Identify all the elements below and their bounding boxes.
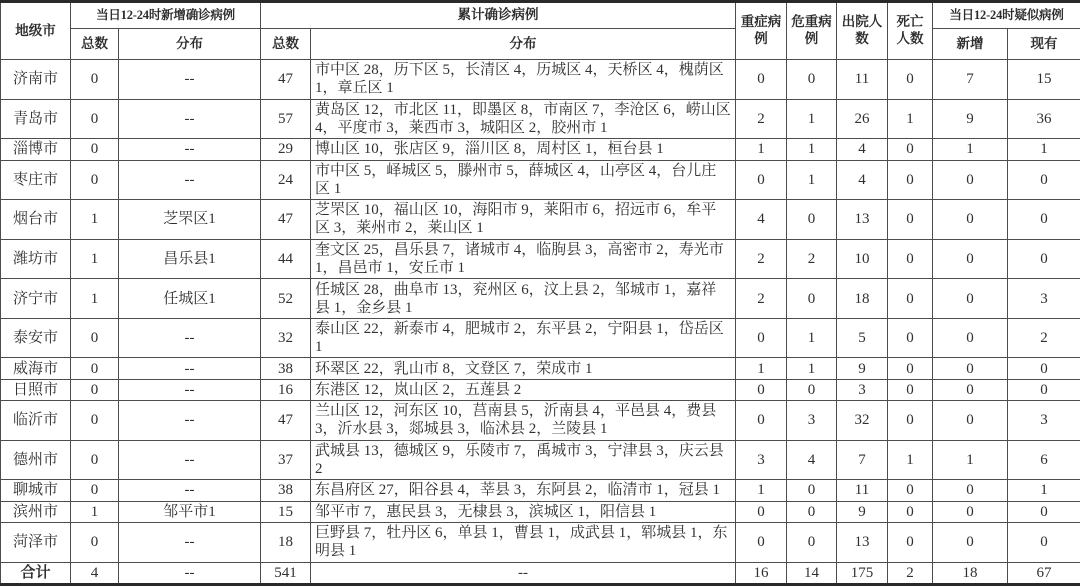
city-name-cell: 威海市 — [1, 358, 71, 379]
suspected-new-cell: 9 — [933, 99, 1008, 139]
cumulative-distribution-cell: 武城县 13，德城区 9，乐陵市 7，禹城市 3，宁津县 3，庆云县 2 — [311, 440, 736, 480]
cumulative-distribution-cell: 任城区 28，曲阜市 13，兖州区 6，汶上县 2，邹城市 1，嘉祥县 1，金乡县 1 — [311, 279, 736, 319]
new-distribution-cell: -- — [119, 99, 261, 139]
new-distribution-cell: -- — [119, 480, 261, 501]
suspected-new-cell: 0 — [933, 200, 1008, 240]
new-distribution-cell: -- — [119, 318, 261, 358]
severe-cases-cell: 0 — [736, 401, 787, 441]
discharged-cell: 13 — [837, 200, 888, 240]
table-row — [1, 501, 1080, 522]
table-row — [1, 318, 1080, 358]
new-total-cell: 0 — [71, 440, 119, 480]
suspected-new-cell: 0 — [933, 401, 1008, 441]
discharged-cell: 4 — [837, 160, 888, 200]
new-total-cell: 0 — [71, 379, 119, 400]
new-distribution-cell: -- — [119, 522, 261, 562]
deaths-cell: 0 — [888, 239, 933, 279]
new-distribution-cell: -- — [119, 358, 261, 379]
table-row — [1, 279, 1080, 319]
cumulative-total-cell: 47 — [261, 200, 311, 240]
deaths-cell: 1 — [888, 99, 933, 139]
suspected-existing-cell: 0 — [1008, 239, 1080, 279]
new-total-cell: 0 — [71, 318, 119, 358]
city-name-cell: 临沂市 — [1, 401, 71, 441]
new-total-cell: 0 — [71, 139, 119, 160]
severe-cases-cell: 0 — [736, 379, 787, 400]
discharged-cell: 9 — [837, 501, 888, 522]
deaths-cell: 0 — [888, 379, 933, 400]
city-name-cell: 滨州市 — [1, 501, 71, 522]
suspected-new-cell: 0 — [933, 318, 1008, 358]
severe-cases-cell: 3 — [736, 440, 787, 480]
city-name-cell: 济宁市 — [1, 279, 71, 319]
header-new-confirmed-group: 当日12-24时新增确诊病例 — [71, 2, 261, 29]
deaths-cell: 0 — [888, 318, 933, 358]
discharged-cell: 9 — [837, 358, 888, 379]
cumulative-total-cell: 38 — [261, 480, 311, 501]
cumulative-total-cell: 16 — [261, 379, 311, 400]
severe-cases-cell: 1 — [736, 139, 787, 160]
table-row — [1, 239, 1080, 279]
deaths-cell: 0 — [888, 139, 933, 160]
suspected-existing-cell: 6 — [1008, 440, 1080, 480]
cumulative-total-cell: 29 — [261, 139, 311, 160]
new-total-cell: 4 — [71, 562, 119, 585]
critical-cases-cell: 0 — [787, 200, 837, 240]
suspected-existing-cell: 0 — [1008, 200, 1080, 240]
severe-cases-cell: 0 — [736, 522, 787, 562]
new-distribution-cell: -- — [119, 401, 261, 441]
suspected-existing-cell: 3 — [1008, 401, 1080, 441]
cumulative-distribution-cell: 市中区 5，峄城区 5，滕州市 5，薛城区 4，山亭区 4，台儿庄区 1 — [311, 160, 736, 200]
header-new-total: 总数 — [71, 29, 119, 60]
critical-cases-cell: 0 — [787, 60, 837, 100]
cumulative-distribution-cell: 黄岛区 12，市北区 11，即墨区 8，市南区 7，李沧区 6，崂山区 4，平度市 3，莱西市 3，城阳区 2，胶州市 1 — [311, 99, 736, 139]
discharged-cell: 4 — [837, 139, 888, 160]
critical-cases-cell: 1 — [787, 358, 837, 379]
cumulative-distribution-cell: 环翠区 22，乳山市 8，文登区 7，荣成市 1 — [311, 358, 736, 379]
deaths-cell: 0 — [888, 501, 933, 522]
severe-cases-cell: 2 — [736, 279, 787, 319]
city-name-cell: 济南市 — [1, 60, 71, 100]
discharged-cell: 5 — [837, 318, 888, 358]
header-cumulative-distribution: 分布 — [311, 29, 736, 60]
new-distribution-cell: 昌乐县1 — [119, 239, 261, 279]
new-distribution-cell: 任城区1 — [119, 279, 261, 319]
new-distribution-cell: -- — [119, 60, 261, 100]
deaths-cell: 0 — [888, 522, 933, 562]
new-total-cell: 0 — [71, 99, 119, 139]
header-critical-cases: 危重病例 — [787, 2, 837, 60]
cumulative-distribution-cell: 博山区 10，张店区 9，淄川区 8，周村区 1，桓台县 1 — [311, 139, 736, 160]
critical-cases-cell: 0 — [787, 522, 837, 562]
suspected-existing-cell: 1 — [1008, 480, 1080, 501]
suspected-new-cell: 0 — [933, 358, 1008, 379]
table-header — [1, 2, 1080, 60]
suspected-new-cell: 0 — [933, 480, 1008, 501]
table-row — [1, 160, 1080, 200]
header-severe-cases: 重症病例 — [736, 2, 787, 60]
suspected-new-cell: 1 — [933, 440, 1008, 480]
critical-cases-cell: 2 — [787, 239, 837, 279]
critical-cases-cell: 1 — [787, 318, 837, 358]
new-total-cell: 0 — [71, 60, 119, 100]
city-name-cell: 枣庄市 — [1, 160, 71, 200]
cumulative-distribution-cell: 巨野县 7，牡丹区 6，单县 1，曹县 1，成武县 1，郓城县 1，东明县 1 — [311, 522, 736, 562]
discharged-cell: 175 — [837, 562, 888, 585]
new-distribution-cell: 芝罘区1 — [119, 200, 261, 240]
discharged-cell: 32 — [837, 401, 888, 441]
suspected-existing-cell: 0 — [1008, 522, 1080, 562]
suspected-new-cell: 0 — [933, 522, 1008, 562]
cumulative-distribution-cell: 市中区 28，历下区 5，长清区 4，历城区 4，天桥区 4，槐荫区 1，章丘区 1 — [311, 60, 736, 100]
cumulative-distribution-cell: 东港区 12，岚山区 2，五莲县 2 — [311, 379, 736, 400]
suspected-existing-cell: 36 — [1008, 99, 1080, 139]
city-name-cell: 淄博市 — [1, 139, 71, 160]
cumulative-distribution-cell: 邹平市 7，惠民县 3，无棣县 3，滨城区 1，阳信县 1 — [311, 501, 736, 522]
new-total-cell: 1 — [71, 279, 119, 319]
new-distribution-cell: -- — [119, 379, 261, 400]
cumulative-total-cell: 57 — [261, 99, 311, 139]
cumulative-total-cell: 24 — [261, 160, 311, 200]
table-row — [1, 480, 1080, 501]
new-total-cell: 0 — [71, 401, 119, 441]
suspected-new-cell: 0 — [933, 501, 1008, 522]
header-cumulative-group: 累计确诊病例 — [261, 2, 736, 29]
city-name-cell: 聊城市 — [1, 480, 71, 501]
critical-cases-cell: 0 — [787, 379, 837, 400]
suspected-existing-cell: 67 — [1008, 562, 1080, 585]
table-row — [1, 200, 1080, 240]
new-distribution-cell: 邹平市1 — [119, 501, 261, 522]
critical-cases-cell: 1 — [787, 139, 837, 160]
severe-cases-cell: 16 — [736, 562, 787, 585]
table-row — [1, 562, 1080, 585]
cumulative-total-cell: 52 — [261, 279, 311, 319]
city-name-cell: 菏泽市 — [1, 522, 71, 562]
new-total-cell: 0 — [71, 358, 119, 379]
severe-cases-cell: 0 — [736, 160, 787, 200]
header-cumulative-total: 总数 — [261, 29, 311, 60]
suspected-existing-cell: 0 — [1008, 379, 1080, 400]
deaths-cell: 0 — [888, 480, 933, 501]
severe-cases-cell: 0 — [736, 501, 787, 522]
deaths-cell: 2 — [888, 562, 933, 585]
cumulative-total-cell: 44 — [261, 239, 311, 279]
severe-cases-cell: 0 — [736, 318, 787, 358]
cumulative-total-cell: 47 — [261, 401, 311, 441]
critical-cases-cell: 14 — [787, 562, 837, 585]
cumulative-distribution-cell: -- — [311, 562, 736, 585]
new-total-cell: 1 — [71, 501, 119, 522]
suspected-new-cell: 0 — [933, 239, 1008, 279]
header-discharged: 出院人数 — [837, 2, 888, 60]
header-city: 地级市 — [1, 2, 71, 60]
discharged-cell: 7 — [837, 440, 888, 480]
city-name-cell: 青岛市 — [1, 99, 71, 139]
table-row — [1, 401, 1080, 441]
table-row — [1, 139, 1080, 160]
city-name-cell: 泰安市 — [1, 318, 71, 358]
critical-cases-cell: 0 — [787, 480, 837, 501]
suspected-existing-cell: 3 — [1008, 279, 1080, 319]
critical-cases-cell: 0 — [787, 279, 837, 319]
table-row — [1, 522, 1080, 562]
city-name-cell: 烟台市 — [1, 200, 71, 240]
cumulative-total-cell: 47 — [261, 60, 311, 100]
critical-cases-cell: 3 — [787, 401, 837, 441]
new-total-cell: 0 — [71, 480, 119, 501]
severe-cases-cell: 2 — [736, 239, 787, 279]
suspected-existing-cell: 0 — [1008, 358, 1080, 379]
suspected-existing-cell: 1 — [1008, 139, 1080, 160]
deaths-cell: 0 — [888, 358, 933, 379]
new-distribution-cell: -- — [119, 562, 261, 585]
severe-cases-cell: 4 — [736, 200, 787, 240]
new-distribution-cell: -- — [119, 160, 261, 200]
table-row — [1, 60, 1080, 100]
critical-cases-cell: 4 — [787, 440, 837, 480]
new-total-cell: 0 — [71, 522, 119, 562]
cumulative-total-cell: 32 — [261, 318, 311, 358]
cumulative-total-cell: 38 — [261, 358, 311, 379]
suspected-new-cell: 0 — [933, 379, 1008, 400]
header-deaths: 死亡人数 — [888, 2, 933, 60]
cumulative-total-cell: 15 — [261, 501, 311, 522]
new-total-cell: 1 — [71, 200, 119, 240]
table-row — [1, 440, 1080, 480]
discharged-cell: 18 — [837, 279, 888, 319]
table-row — [1, 379, 1080, 400]
discharged-cell: 11 — [837, 480, 888, 501]
severe-cases-cell: 0 — [736, 60, 787, 100]
suspected-existing-cell: 2 — [1008, 318, 1080, 358]
suspected-existing-cell: 0 — [1008, 501, 1080, 522]
deaths-cell: 0 — [888, 160, 933, 200]
suspected-existing-cell: 15 — [1008, 60, 1080, 100]
cumulative-distribution-cell: 芝罘区 10，福山区 10，海阳市 9，莱阳市 6，招远市 6，牟平区 3，莱州市 2，莱山区 1 — [311, 200, 736, 240]
city-name-cell: 德州市 — [1, 440, 71, 480]
cumulative-total-cell: 37 — [261, 440, 311, 480]
city-name-cell: 潍坊市 — [1, 239, 71, 279]
deaths-cell: 0 — [888, 200, 933, 240]
suspected-new-cell: 1 — [933, 139, 1008, 160]
severe-cases-cell: 1 — [736, 358, 787, 379]
header-suspected-group: 当日12-24时疑似病例 — [933, 2, 1080, 29]
discharged-cell: 10 — [837, 239, 888, 279]
table-row — [1, 99, 1080, 139]
severe-cases-cell: 1 — [736, 480, 787, 501]
suspected-existing-cell: 0 — [1008, 160, 1080, 200]
cumulative-total-cell: 18 — [261, 522, 311, 562]
cumulative-distribution-cell: 兰山区 12，河东区 10，莒南县 5，沂南县 4，平邑县 4，费县 3，沂水县 3，郯城县 3，临沭县 2，兰陵县 1 — [311, 401, 736, 441]
table-row — [1, 358, 1080, 379]
discharged-cell: 3 — [837, 379, 888, 400]
header-suspected-new: 新增 — [933, 29, 1008, 60]
discharged-cell: 11 — [837, 60, 888, 100]
critical-cases-cell: 1 — [787, 99, 837, 139]
discharged-cell: 13 — [837, 522, 888, 562]
cumulative-total-cell: 541 — [261, 562, 311, 585]
new-distribution-cell: -- — [119, 139, 261, 160]
new-total-cell: 1 — [71, 239, 119, 279]
cumulative-distribution-cell: 奎文区 25，昌乐县 7，诸城市 4，临朐县 3，高密市 2，寿光市 1，昌邑市 1，安丘市 1 — [311, 239, 736, 279]
severe-cases-cell: 2 — [736, 99, 787, 139]
city-name-cell: 合计 — [1, 562, 71, 585]
discharged-cell: 26 — [837, 99, 888, 139]
suspected-new-cell: 0 — [933, 160, 1008, 200]
suspected-new-cell: 0 — [933, 279, 1008, 319]
header-new-distribution: 分布 — [119, 29, 261, 60]
critical-cases-cell: 1 — [787, 160, 837, 200]
cumulative-distribution-cell: 东昌府区 27，阳谷县 4，莘县 3，东阿县 2，临清市 1，冠县 1 — [311, 480, 736, 501]
deaths-cell: 1 — [888, 440, 933, 480]
new-distribution-cell: -- — [119, 440, 261, 480]
table-body — [1, 60, 1080, 585]
suspected-new-cell: 18 — [933, 562, 1008, 585]
deaths-cell: 0 — [888, 401, 933, 441]
cumulative-distribution-cell: 泰山区 22，新泰市 4，肥城市 2，东平县 2，宁阳县 1，岱岳区 1 — [311, 318, 736, 358]
header-suspected-existing: 现有 — [1008, 29, 1080, 60]
city-name-cell: 日照市 — [1, 379, 71, 400]
new-total-cell: 0 — [71, 160, 119, 200]
suspected-new-cell: 7 — [933, 60, 1008, 100]
deaths-cell: 0 — [888, 279, 933, 319]
critical-cases-cell: 0 — [787, 501, 837, 522]
deaths-cell: 0 — [888, 60, 933, 100]
